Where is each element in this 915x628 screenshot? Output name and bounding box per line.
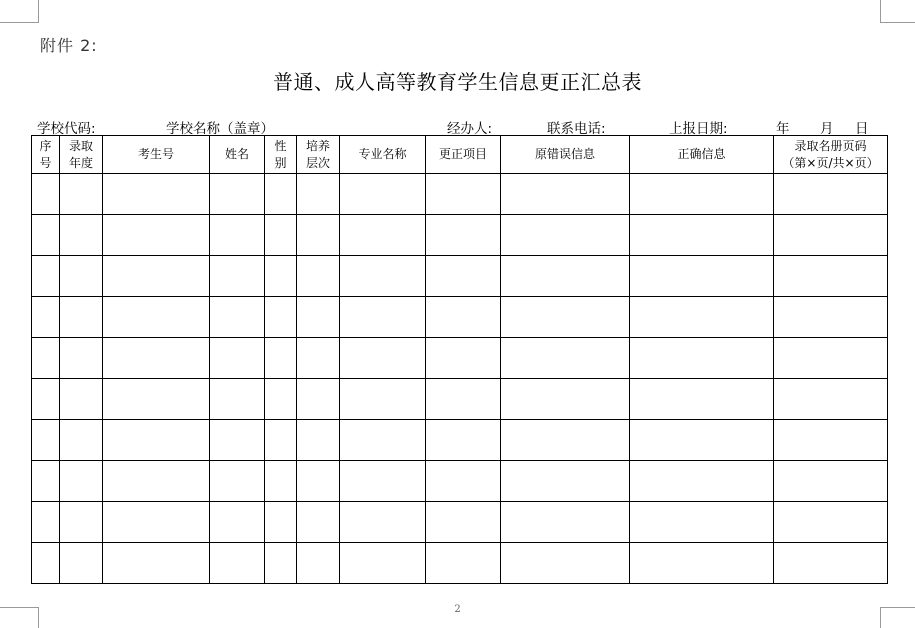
table-cell[interactable] — [32, 256, 60, 297]
table-row — [32, 256, 888, 297]
table-cell[interactable] — [60, 502, 103, 543]
table-cell[interactable] — [501, 461, 630, 502]
table-cell[interactable] — [103, 420, 210, 461]
table-cell[interactable] — [630, 461, 774, 502]
page-title: 普通、成人高等教育学生信息更正汇总表 — [273, 70, 642, 94]
table-cell[interactable] — [32, 502, 60, 543]
table-cell[interactable] — [210, 215, 265, 256]
table-cell[interactable] — [103, 379, 210, 420]
table-cell[interactable] — [297, 502, 340, 543]
table-cell[interactable] — [340, 256, 426, 297]
table-cell[interactable] — [32, 174, 60, 215]
table-cell[interactable] — [774, 256, 888, 297]
table-cell[interactable] — [501, 338, 630, 379]
table-cell[interactable] — [297, 543, 340, 584]
table-cell[interactable] — [210, 256, 265, 297]
table-cell[interactable] — [103, 297, 210, 338]
table-cell[interactable] — [340, 379, 426, 420]
table-row — [32, 215, 888, 256]
school-name-label: 学校名称（盖章） — [166, 121, 274, 137]
phone-label: 联系电话: — [547, 121, 606, 137]
date-month-label: 月 — [820, 121, 834, 137]
page-corner-mark-top-right — [880, 0, 915, 23]
table-cell[interactable] — [60, 256, 103, 297]
table-cell[interactable] — [210, 338, 265, 379]
table-cell[interactable] — [103, 338, 210, 379]
table-cell[interactable] — [297, 379, 340, 420]
table-cell[interactable] — [210, 379, 265, 420]
table-cell[interactable] — [297, 338, 340, 379]
col-header-correction-item: 更正项目 — [426, 136, 501, 174]
col-header-roster-page: 录取名册页码 （第×页/共×页） — [774, 136, 888, 174]
table-cell[interactable] — [265, 420, 297, 461]
table-cell[interactable] — [103, 256, 210, 297]
table-cell[interactable] — [501, 543, 630, 584]
table-cell[interactable] — [210, 543, 265, 584]
table-cell[interactable] — [32, 420, 60, 461]
table-cell[interactable] — [426, 256, 501, 297]
table-cell[interactable] — [265, 215, 297, 256]
table-cell[interactable] — [501, 256, 630, 297]
table-cell[interactable] — [210, 502, 265, 543]
table-cell[interactable] — [297, 256, 340, 297]
table-cell[interactable] — [426, 420, 501, 461]
table-cell[interactable] — [60, 379, 103, 420]
col-header-admission-year: 录取 年度 — [60, 136, 103, 174]
table-cell[interactable] — [630, 379, 774, 420]
table-cell[interactable] — [630, 297, 774, 338]
table-cell[interactable] — [265, 502, 297, 543]
table-row — [32, 174, 888, 215]
table-cell[interactable] — [501, 174, 630, 215]
table-row — [32, 297, 888, 338]
table-cell[interactable] — [630, 543, 774, 584]
table-cell[interactable] — [340, 461, 426, 502]
table-cell[interactable] — [340, 297, 426, 338]
table-cell[interactable] — [774, 379, 888, 420]
table-cell[interactable] — [340, 420, 426, 461]
table-cell[interactable] — [501, 420, 630, 461]
page-corner-mark-top-left — [0, 0, 39, 23]
table-cell[interactable] — [60, 338, 103, 379]
table-cell[interactable] — [774, 543, 888, 584]
table-cell[interactable] — [774, 297, 888, 338]
table-row — [32, 543, 888, 584]
table-cell[interactable] — [426, 297, 501, 338]
table-cell[interactable] — [297, 420, 340, 461]
table-cell[interactable] — [60, 420, 103, 461]
table-cell[interactable] — [265, 174, 297, 215]
table-cell[interactable] — [60, 543, 103, 584]
table-row — [32, 338, 888, 379]
table-cell[interactable] — [103, 461, 210, 502]
table-row — [32, 420, 888, 461]
table-cell[interactable] — [103, 502, 210, 543]
table-cell[interactable] — [297, 461, 340, 502]
table-cell[interactable] — [426, 174, 501, 215]
table-cell[interactable] — [32, 215, 60, 256]
table-cell[interactable] — [340, 543, 426, 584]
table-cell[interactable] — [103, 543, 210, 584]
table-cell[interactable] — [210, 461, 265, 502]
report-date-label: 上报日期: — [669, 121, 728, 137]
table-cell[interactable] — [774, 215, 888, 256]
table-cell[interactable] — [60, 297, 103, 338]
table-cell[interactable] — [103, 174, 210, 215]
table-cell[interactable] — [426, 338, 501, 379]
table-cell[interactable] — [60, 174, 103, 215]
table-cell[interactable] — [210, 174, 265, 215]
table-cell[interactable] — [501, 502, 630, 543]
table-cell[interactable] — [426, 215, 501, 256]
date-day-label: 日 — [855, 121, 869, 137]
table-cell[interactable] — [630, 174, 774, 215]
table-cell[interactable] — [210, 420, 265, 461]
table-cell[interactable] — [103, 215, 210, 256]
col-header-name: 姓名 — [210, 136, 265, 174]
table-cell[interactable] — [340, 215, 426, 256]
table-cell[interactable] — [32, 543, 60, 584]
col-header-correct-info: 正确信息 — [630, 136, 774, 174]
table-cell[interactable] — [426, 461, 501, 502]
date-year-label: 年 — [776, 121, 790, 137]
table-cell[interactable] — [630, 215, 774, 256]
table-cell[interactable] — [210, 297, 265, 338]
table-cell[interactable] — [501, 215, 630, 256]
table-cell[interactable] — [426, 502, 501, 543]
table-cell[interactable] — [265, 461, 297, 502]
table-cell[interactable] — [630, 502, 774, 543]
table-cell[interactable] — [774, 420, 888, 461]
col-header-serial: 序 号 — [32, 136, 60, 174]
table-cell[interactable] — [265, 543, 297, 584]
table-cell[interactable] — [60, 461, 103, 502]
table-cell[interactable] — [630, 420, 774, 461]
table-header-row — [32, 136, 888, 174]
correction-summary-table — [31, 135, 888, 584]
table-row — [32, 502, 888, 543]
table-cell[interactable] — [340, 502, 426, 543]
table-cell[interactable] — [32, 297, 60, 338]
table-cell[interactable] — [630, 338, 774, 379]
table-row — [32, 461, 888, 502]
table-cell[interactable] — [265, 297, 297, 338]
table-cell[interactable] — [774, 338, 888, 379]
table-cell[interactable] — [501, 379, 630, 420]
table-cell[interactable] — [32, 338, 60, 379]
table-cell[interactable] — [297, 174, 340, 215]
col-header-original-info: 原错误信息 — [501, 136, 630, 174]
table-cell[interactable] — [774, 502, 888, 543]
table-cell[interactable] — [32, 461, 60, 502]
table-cell[interactable] — [297, 297, 340, 338]
table-cell[interactable] — [265, 338, 297, 379]
table-cell[interactable] — [60, 215, 103, 256]
school-code-label: 学校代码: — [37, 121, 96, 137]
page-number: 2 — [454, 604, 461, 615]
table-cell[interactable] — [265, 256, 297, 297]
table-cell[interactable] — [340, 174, 426, 215]
annex-label: 附件 2: — [40, 36, 98, 55]
table-row — [32, 379, 888, 420]
table-cell[interactable] — [774, 461, 888, 502]
table-cell[interactable] — [426, 379, 501, 420]
col-header-gender: 性 别 — [265, 136, 297, 174]
table-cell[interactable] — [501, 297, 630, 338]
table-cell[interactable] — [340, 338, 426, 379]
col-header-major: 专业名称 — [340, 136, 426, 174]
table-cell[interactable] — [426, 543, 501, 584]
table-cell[interactable] — [630, 256, 774, 297]
table-cell[interactable] — [297, 215, 340, 256]
table-cell[interactable] — [32, 379, 60, 420]
table-cell[interactable] — [774, 174, 888, 215]
col-header-training-level: 培养 层次 — [297, 136, 340, 174]
table-cell[interactable] — [265, 379, 297, 420]
handler-label: 经办人: — [447, 121, 493, 137]
col-header-exam-number: 考生号 — [103, 136, 210, 174]
